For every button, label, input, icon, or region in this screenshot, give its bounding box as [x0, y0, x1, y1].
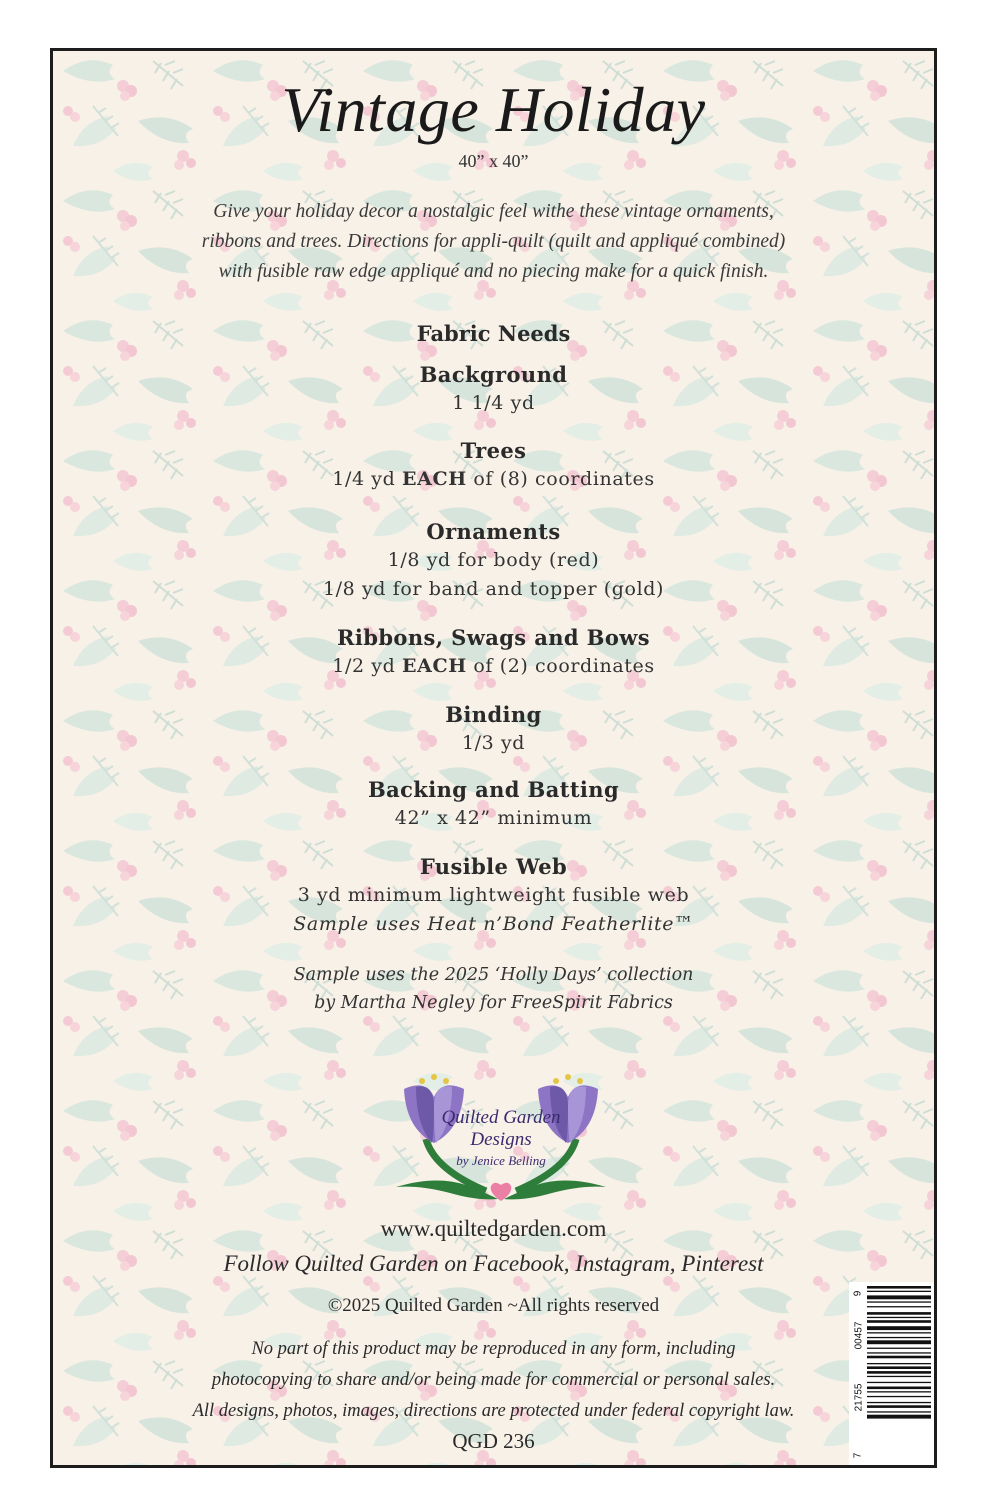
barcode-bar: [867, 1387, 931, 1390]
pattern-title: Vintage Holiday: [281, 74, 706, 145]
barcode-bar: [867, 1391, 931, 1392]
intro-line: Give your holiday decor a nostalgic feel withe these vintage ornaments,: [213, 201, 774, 222]
barcode-bars: [849, 1282, 935, 1465]
social-follow-text: Follow Quilted Garden on Facebook, Instagram, Pinterest: [223, 1251, 764, 1276]
barcode-bar: [867, 1376, 931, 1377]
barcode-bar: [867, 1411, 931, 1412]
section-heading: Ribbons, Swags and Bows: [337, 625, 650, 650]
section-line: [53, 465, 934, 494]
line-emphasis: EACH: [402, 655, 467, 677]
legal-line: photocopying to share and/or being made for commercial or personal sales.: [211, 1370, 776, 1390]
barcode-digit: 7: [852, 1452, 864, 1459]
fabric-needs-heading: Fabric Needs: [416, 321, 571, 346]
barcode-bar: [867, 1332, 931, 1333]
barcode-bar: [867, 1352, 931, 1353]
barcode-bar: [867, 1402, 931, 1403]
section-line: 1/3 yd: [461, 732, 526, 754]
section-line: 1/8 yd for band and topper (gold): [322, 578, 665, 600]
barcode-bar: [867, 1366, 931, 1369]
intro-line: with fusible raw edge appliqué and no piecing make for a quick finish.: [218, 261, 769, 282]
barcode-bar: [867, 1348, 931, 1349]
section-heading: Binding: [445, 702, 542, 727]
section-note: Sample uses Heat n’Bond Featherlite™: [293, 913, 694, 935]
logo-byline: by Jenice Belling: [456, 1153, 546, 1168]
quilt-size: 40” x 40”: [458, 151, 529, 171]
section-ribbons: [53, 624, 934, 681]
product-code: QGD 236: [452, 1429, 535, 1453]
barcode-bar: [867, 1295, 931, 1299]
page-frame: [50, 48, 937, 1468]
line-emphasis: EACH: [402, 468, 467, 490]
section-heading: Trees: [460, 438, 527, 463]
barcode-bar: [867, 1306, 931, 1307]
section-heading: Fusible Web: [419, 854, 568, 879]
section-heading: Ornaments: [426, 519, 561, 544]
credit-line: Sample uses the 2025 ‘Holly Days’ collection: [293, 965, 694, 985]
credit-line: by Martha Negley for FreeSpirit Fabrics: [314, 993, 673, 1013]
barcode-bar: [867, 1291, 931, 1292]
barcode-digit-group: 00457: [853, 1321, 865, 1350]
section-trees: [53, 437, 934, 494]
barcode-bar: [867, 1317, 931, 1318]
barcode-digit: 9: [852, 1290, 864, 1297]
barcode-bar: [867, 1396, 931, 1397]
barcode-bar: [867, 1301, 931, 1302]
section-line: 1/8 yd for body (red): [387, 549, 600, 571]
section-heading: Backing and Batting: [367, 777, 620, 802]
line-text: 1/4 yd: [332, 468, 403, 490]
barcode-bar: [867, 1363, 931, 1364]
section-ornaments: [53, 518, 934, 604]
barcode-digit-group: 21755: [853, 1383, 865, 1412]
barcode-bar: [867, 1371, 931, 1374]
barcode-bar: [867, 1405, 931, 1408]
line-text: of (2) coordinates: [466, 655, 655, 677]
legal-line: No part of this product may be reproduced in any form, including: [251, 1339, 736, 1359]
barcode-bar: [867, 1312, 931, 1315]
intro-line: ribbons and trees. Directions for appli-quilt (quilt and appliqué combined): [201, 231, 786, 252]
website-link[interactable]: www.quiltedgarden.com: [380, 1216, 607, 1241]
section-line: 42” x 42” minimum: [394, 807, 593, 829]
legal-notice: [113, 1334, 874, 1427]
section-fusible: [53, 853, 934, 939]
section-line: 1 1/4 yd: [452, 392, 535, 414]
line-text: 1/2 yd: [332, 655, 403, 677]
intro-paragraph: [133, 197, 854, 287]
barcode-bar: [867, 1340, 931, 1344]
section-heading: Background: [419, 362, 568, 387]
barcode-bar: [867, 1337, 931, 1338]
barcode-bar: [867, 1326, 931, 1330]
legal-line: All designs, photos, images, directions are protected under federal copyright law.: [192, 1401, 795, 1421]
logo-line: Designs: [470, 1129, 532, 1150]
quilted-garden-logo: [386, 1069, 616, 1209]
section-backing: [53, 776, 934, 833]
barcode-bar: [867, 1286, 931, 1289]
section-binding: [53, 701, 934, 758]
fabric-credit: [53, 961, 934, 1017]
section-background: [53, 361, 934, 418]
upc-barcode: [849, 1282, 935, 1465]
barcode-bar: [867, 1320, 931, 1323]
barcode-bar: [867, 1356, 931, 1359]
line-text: of (8) coordinates: [466, 468, 655, 490]
section-line: [53, 652, 934, 681]
barcode-bar: [867, 1382, 931, 1383]
barcode-bar: [867, 1415, 931, 1419]
copyright-notice: ©2025 Quilted Garden ~All rights reserved: [327, 1295, 660, 1316]
logo-line: Quilted Garden: [441, 1107, 561, 1128]
section-line: 3 yd minimum lightweight fusible web: [297, 884, 690, 906]
